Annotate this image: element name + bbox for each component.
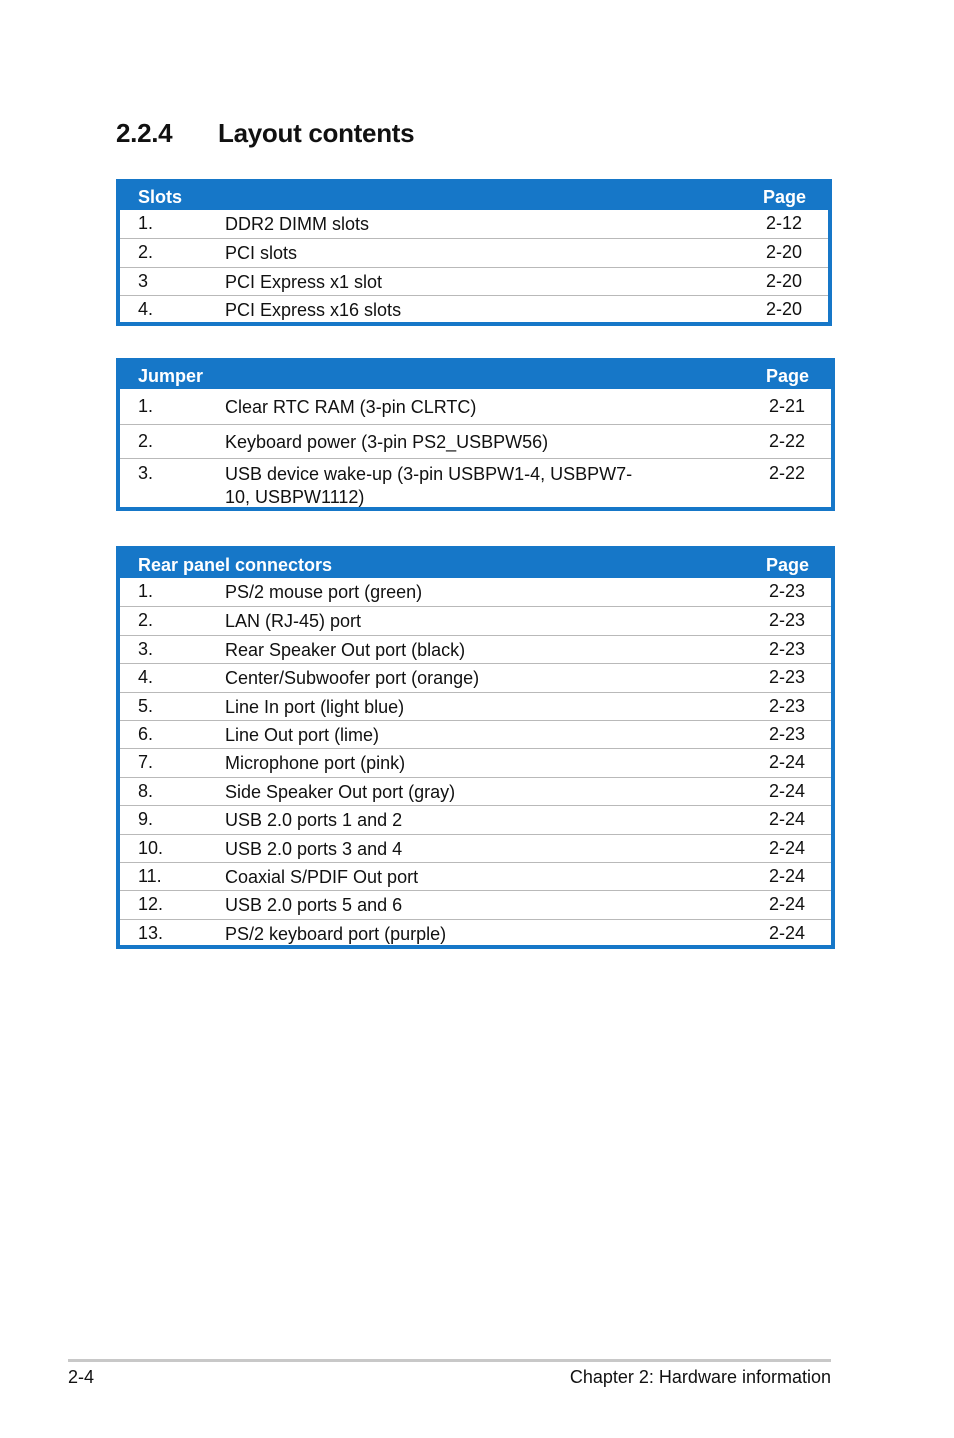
row-page: 2-22 [768,463,805,483]
row-page: 2-23 [768,581,805,601]
row-number: 1. [138,396,154,416]
table-row [120,295,828,322]
footer-page-number: 2-4 [68,1367,95,1387]
row-label: PCI Express x1 slot [225,272,383,292]
table-header [120,362,831,389]
row-page: 2-24 [768,922,805,943]
table-row [120,424,831,458]
header-page: Page [765,555,809,575]
row-page: 2-23 [768,723,805,744]
table-row [120,890,831,918]
jumper-table [116,358,835,511]
header-label: Jumper [138,366,204,386]
table-row [120,578,831,606]
row-page: 2-23 [768,695,805,716]
row-label: Center/Subwoofer port (orange) [225,668,480,689]
row-label: PS/2 mouse port (green) [225,582,423,602]
row-number: 1. [138,581,154,601]
row-page: 2-24 [768,865,805,886]
footer-divider [68,1359,831,1362]
table-row [120,458,831,508]
table-row [120,834,831,862]
row-label: Keyboard power (3-pin PS2_USBPW56) [225,432,549,452]
row-label: PCI Express x16 slots [225,300,402,320]
row-label: USB 2.0 ports 1 and 2 [225,810,403,831]
header-label: Slots [138,187,183,207]
footer-chapter: Chapter 2: Hardware information [569,1367,831,1387]
table-header [120,183,828,210]
table-row [120,862,831,890]
row-page: 2-23 [768,610,805,631]
row-number: 10. [138,837,164,858]
row-page: 2-23 [768,638,805,659]
row-page: 2-22 [768,431,805,451]
row-number: 3 [138,271,149,291]
row-page: 2-20 [765,242,802,262]
row-label: Clear RTC RAM (3-pin CLRTC) [225,397,477,417]
row-label: Line In port (light blue) [225,696,405,717]
row-number: 3. [138,463,154,483]
table-row [120,238,828,267]
table-row [120,692,831,720]
row-label: USB 2.0 ports 3 and 4 [225,838,403,859]
section-heading [116,118,414,149]
row-page: 2-24 [768,894,805,915]
row-page: 2-20 [765,271,802,291]
row-label: USB 2.0 ports 5 and 6 [225,895,403,916]
row-label: DDR2 DIMM slots [225,214,370,234]
row-page: 2-12 [765,213,802,233]
table-row [120,663,831,691]
row-number: 1. [138,213,154,233]
table-header [120,550,831,578]
row-label: Microphone port (pink) [225,753,406,774]
table-row [120,748,831,776]
row-page: 2-20 [765,299,802,319]
row-label: PCI slots [225,243,298,263]
row-page: 2-24 [768,809,805,830]
table-row [120,389,831,424]
row-page: 2-24 [768,752,805,773]
row-page: 2-24 [768,780,805,801]
table-row [120,267,828,295]
row-label: Line Out port (lime) [225,724,380,745]
row-number: 8. [138,780,154,801]
row-label: USB device wake-up (3-pin USBPW1-4, USBPW7-10, USBPW1112) [225,464,633,507]
row-label: Rear Speaker Out port (black) [225,639,466,660]
section-number: 2.2.4 [116,118,173,148]
row-number: 13. [138,922,164,943]
header-label: Rear panel connectors [138,555,333,575]
table-row [120,720,831,748]
table-row [120,919,831,947]
row-label: PS/2 keyboard port (purple) [225,923,447,944]
rear-panel-connectors-table [116,546,835,949]
row-number: 2. [138,242,154,262]
row-label: Side Speaker Out port (gray) [225,781,456,802]
row-number: 9. [138,809,154,830]
row-number: 4. [138,667,154,688]
table-row [120,606,831,634]
section-title-text: Layout contents [218,118,415,148]
row-number: 2. [138,431,154,451]
table-row [120,635,831,663]
row-page: 2-23 [768,667,805,688]
row-number: 12. [138,894,164,915]
row-label: Coaxial S/PDIF Out port [225,866,419,887]
row-number: 11. [138,865,162,886]
row-page: 2-21 [768,396,805,416]
table-row [120,805,831,833]
row-number: 7. [138,752,154,773]
row-number: 6. [138,723,154,744]
table-row [120,777,831,805]
row-number: 4. [138,299,154,319]
row-label: LAN (RJ-45) port [225,611,362,632]
row-page: 2-24 [768,837,805,858]
header-page: Page [762,187,806,207]
header-page: Page [765,366,809,386]
row-number: 2. [138,610,154,631]
row-number: 5. [138,695,154,716]
table-row [120,210,828,238]
row-number: 3. [138,638,154,659]
slots-table [116,179,832,326]
